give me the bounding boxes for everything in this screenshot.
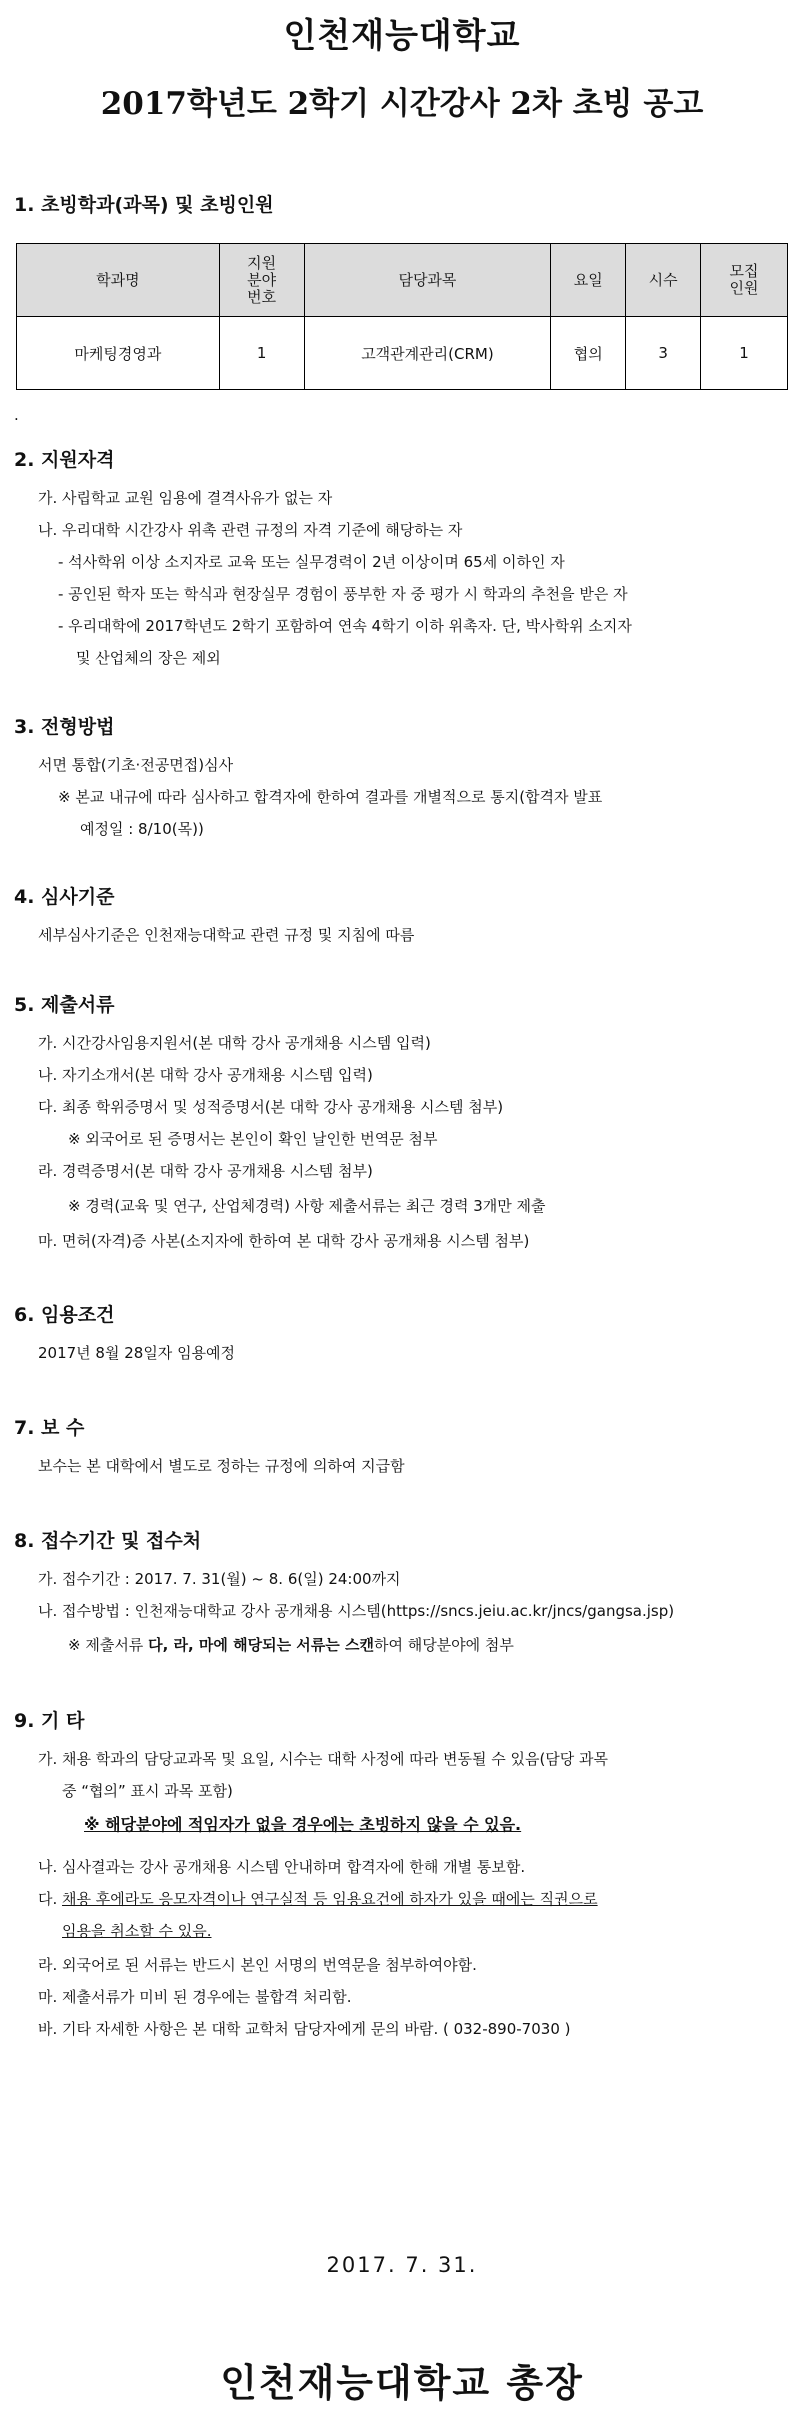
s9-warning: ※ 해당분야에 적임자가 없을 경우에는 초빙하지 않을 수 있음.	[84, 1815, 522, 1834]
s9-item-ra: 라. 외국어로 된 서류는 반드시 본인 서명의 번역문을 첨부하여야함.	[38, 1956, 477, 1974]
s5-item-da-note: ※ 외국어로 된 증명서는 본인이 확인 날인한 번역문 첨부	[68, 1130, 438, 1148]
table-header-row	[17, 244, 788, 317]
cell-day: 협의	[551, 317, 626, 390]
s9-item-da-text: 채용 후에라도 응모자격이나 연구실적 등 임용요건에 하자가 있을 때에는 직권으로	[62, 1890, 598, 1908]
s8-note-lead: ※ 제출서류	[68, 1636, 149, 1654]
recruitment-table	[16, 243, 788, 390]
s5-item-ra: 라. 경력증명서(본 대학 강사 공개채용 시스템 첨부)	[38, 1162, 373, 1180]
s8-item-ga: 가. 접수기간 : 2017. 7. 31(월) ~ 8. 6(일) 24:00까지	[38, 1570, 401, 1588]
s5-item-ma: 마. 면허(자격)증 사본(소지자에 한하여 본 대학 강사 공개채용 시스템 첨부)	[38, 1232, 530, 1250]
s3-note-cont: 예정일 : 8/10(목))	[80, 820, 204, 838]
notice-date: 2017. 7. 31.	[326, 2253, 478, 2277]
s9-item-da-cont: 임용을 취소할 수 있음.	[62, 1922, 212, 1940]
s6-line-1: 2017년 8월 28일자 임용예정	[38, 1344, 236, 1362]
s2-item-ga: 가. 사립학교 교원 임용에 결격사유가 없는 자	[38, 489, 333, 507]
s8-note-tail: 하여 해당분야에 첨부	[373, 1636, 514, 1654]
col-header-hours: 시수	[626, 244, 701, 317]
section-2-heading: 2. 지원자격	[14, 449, 115, 471]
s9-item-da-prefix: 다.	[38, 1890, 63, 1908]
col-header-department: 학과명	[17, 244, 220, 317]
section-7-heading: 7. 보 수	[14, 1417, 85, 1439]
cell-subject: 고객관계관리(CRM)	[304, 317, 551, 390]
s9-item-ga-cont: 중 “협의” 표시 과목 포함)	[62, 1782, 233, 1800]
s2-item-na: 나. 우리대학 시간강사 위촉 관련 규정의 자격 기준에 해당하는 자	[38, 521, 463, 539]
col-header-subject: 담당과목	[304, 244, 551, 317]
col-header-field-number: 지원 분야 번호	[219, 244, 304, 317]
s8-item-na: 나. 접수방법 : 인천재능대학교 강사 공개채용 시스템(https://sncs.jeiu.ac.kr/jncs/gangsa.jsp)	[38, 1602, 675, 1620]
section-9-heading: 9. 기 타	[14, 1710, 85, 1732]
s8-note	[68, 1635, 514, 1655]
s5-item-ga: 가. 시간강사임용지원서(본 대학 강사 공개채용 시스템 입력)	[38, 1034, 431, 1052]
notice-title: 2017학년도 2학기 시간강사 2차 초빙 공고	[100, 86, 704, 122]
cell-hours: 3	[626, 317, 701, 390]
section-1-heading: 1. 초빙학과(과목) 및 초빙인원	[14, 194, 274, 216]
s8-note-emphasis: 다, 라, 마에 해당되는 서류는 스캔	[148, 1636, 374, 1654]
cell-department: 마케팅경영과	[17, 317, 220, 390]
s9-item-ga: 가. 채용 학과의 담당교과목 및 요일, 시수는 대학 사정에 따라 변동될 수 있음(담당 과목	[38, 1750, 609, 1768]
cell-field-number: 1	[219, 317, 304, 390]
s9-item-ma: 마. 제출서류가 미비 된 경우에는 불합격 처리함.	[38, 1988, 352, 2006]
s2-bullet-3: - 우리대학에 2017학년도 2학기 포함하여 연속 4학기 이하 위촉자. 단, 박사학위 소지자	[58, 617, 632, 635]
s2-bullet-3-cont: 및 산업체의 장은 제외	[76, 649, 221, 667]
s3-line-1: 서면 통합(기초·전공면접)심사	[38, 756, 234, 774]
s5-item-ra-note: ※ 경력(교육 및 연구, 산업체경력) 사항 제출서류는 최근 경력 3개만 제출	[68, 1197, 546, 1215]
s2-bullet-2: - 공인된 학자 또는 학식과 현장실무 경험이 풍부한 자 중 평가 시 학과의 추천을 받은 자	[58, 585, 628, 603]
s9-item-da	[38, 1889, 598, 1909]
col-header-day: 요일	[551, 244, 626, 317]
section-4-heading: 4. 심사기준	[14, 886, 115, 908]
s2-bullet-1: - 석사학위 이상 소지자로 교육 또는 실무경력이 2년 이상이며 65세 이하인 자	[58, 553, 565, 571]
president-signature: 인천재능대학교 총장	[220, 2360, 584, 2405]
s5-item-da: 다. 최종 학위증명서 및 성적증명서(본 대학 강사 공개채용 시스템 첨부)	[38, 1098, 504, 1116]
stray-dot: .	[14, 406, 19, 424]
cell-openings: 1	[701, 317, 788, 390]
section-3-heading: 3. 전형방법	[14, 716, 115, 738]
s7-line-1: 보수는 본 대학에서 별도로 정하는 규정에 의하여 지급함	[38, 1457, 405, 1475]
university-name: 인천재능대학교	[283, 16, 521, 56]
s9-item-ba: 바. 기타 자세한 사항은 본 대학 교학처 담당자에게 문의 바람. ( 032-890-7030 )	[38, 2020, 571, 2038]
s9-item-na: 나. 심사결과는 강사 공개채용 시스템 안내하며 합격자에 한해 개별 통보함.	[38, 1858, 526, 1876]
s4-line-1: 세부심사기준은 인천재능대학교 관련 규정 및 지침에 따름	[38, 926, 415, 944]
section-8-heading: 8. 접수기간 및 접수처	[14, 1530, 202, 1552]
col-header-openings: 모집 인원	[701, 244, 788, 317]
s5-item-na: 나. 자기소개서(본 대학 강사 공개채용 시스템 입력)	[38, 1066, 373, 1084]
table-row	[17, 317, 788, 390]
section-6-heading: 6. 임용조건	[14, 1304, 115, 1326]
section-5-heading: 5. 제출서류	[14, 994, 115, 1016]
s3-note: ※ 본교 내규에 따라 심사하고 합격자에 한하여 결과를 개별적으로 통지(합격자 발표	[58, 788, 603, 806]
